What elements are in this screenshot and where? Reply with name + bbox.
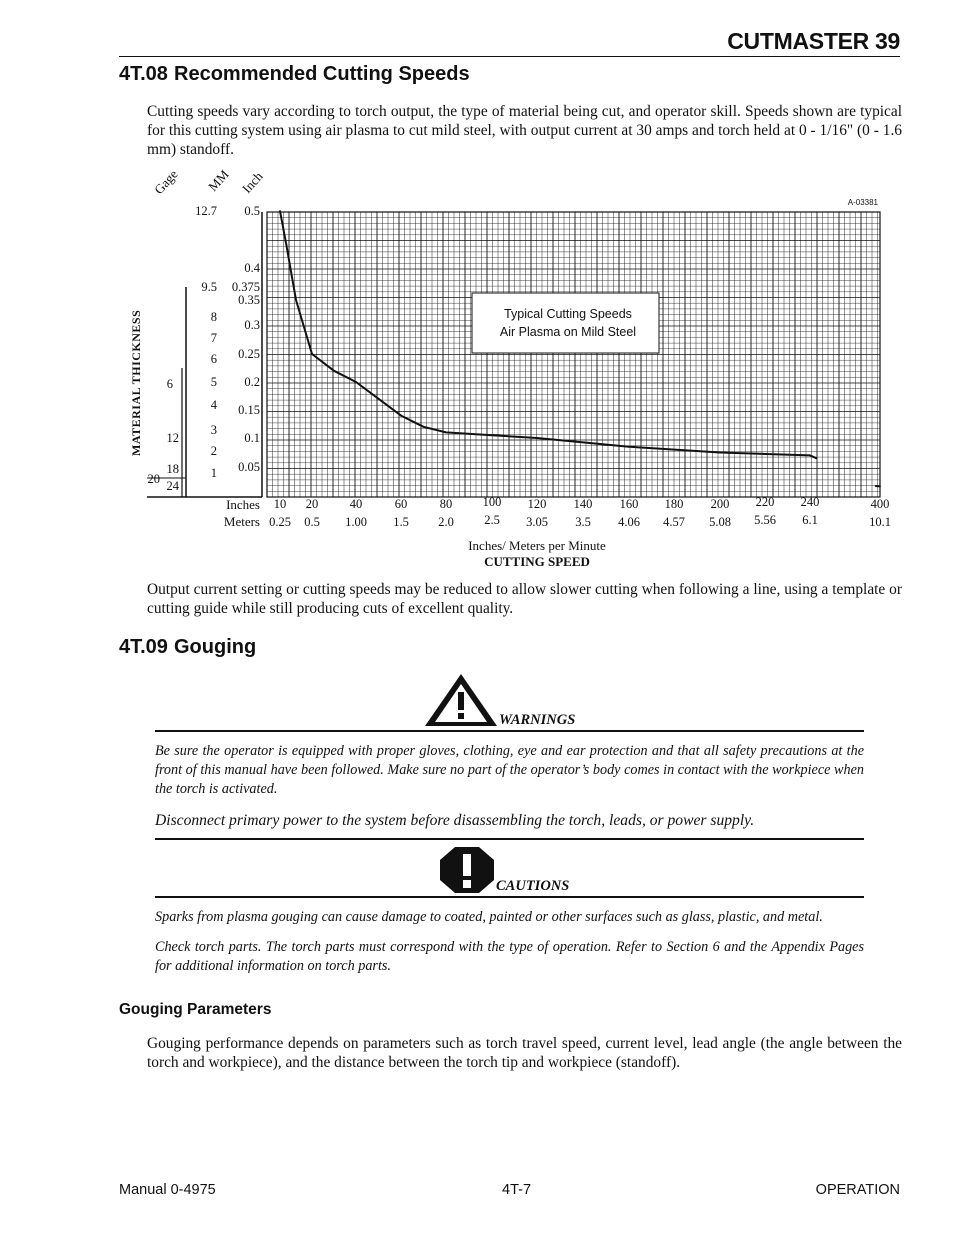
mm-column-header: MM <box>205 166 232 195</box>
mm-tick-label: 4 <box>210 398 217 412</box>
gage-tick-label: 24 <box>166 479 179 493</box>
data-point <box>879 486 881 488</box>
gage-column-header: Gage <box>151 166 181 198</box>
x-tick-label-mpm: 0.5 <box>304 515 320 529</box>
data-point <box>295 299 297 301</box>
warnings-text-1: Be sure the operator is equipped with proper gloves, clothing, eye and ear protection and that all safety precautions at the front of this manual have been followed. Make sure no part of the operator’s body comes in contact with the workpiece when the torch is activated. <box>155 743 864 797</box>
x-tick-label-mpm: 1.5 <box>393 515 409 529</box>
data-point <box>719 452 721 454</box>
figure-id: A-03381 <box>847 198 878 207</box>
chart-legend-box <box>472 293 659 353</box>
mm-tick-label: 9.5 <box>201 280 217 294</box>
x-tick-label-mpm: 3.5 <box>575 515 591 529</box>
section-number: 4T.08 <box>119 63 168 85</box>
x-tick-label-ipm: 180 <box>664 497 684 511</box>
gage-tick-label: 6 <box>166 377 173 391</box>
x-tick-label-mpm: 4.06 <box>618 515 640 529</box>
mm-tick-label: 5 <box>210 375 217 389</box>
x-tick-label-ipm: 240 <box>800 495 820 509</box>
x-tick-label-ipm: 160 <box>619 497 639 511</box>
warnings-text-2: Disconnect primary power to the system before disassembling the torch, leads, or power supply. <box>155 812 755 829</box>
x-tick-label-mpm: 3.05 <box>526 515 548 529</box>
data-point <box>279 210 281 212</box>
gage-tick-label: 20 <box>147 472 160 486</box>
x-tick-label-mpm: 2.5 <box>484 513 500 527</box>
inch-tick-label: 0.3 <box>244 318 260 332</box>
caution-octagon-icon <box>439 846 495 894</box>
x-tick-label-mpm: 6.1 <box>802 513 818 527</box>
cautions-top-rule <box>155 896 864 898</box>
x-tick-label-ipm: 80 <box>439 497 453 511</box>
data-point <box>400 415 402 417</box>
x-tick-label-ipm: 220 <box>755 495 775 509</box>
inch-column-header: Inch <box>239 168 266 197</box>
data-point <box>378 398 380 400</box>
section-title: Gouging <box>174 636 257 658</box>
inch-tick-label: 0.05 <box>238 460 260 474</box>
warning-triangle-icon <box>423 672 499 728</box>
inch-tick-label: 0.1 <box>244 431 260 445</box>
x-tick-label-mpm: 0.25 <box>269 515 291 529</box>
data-point <box>355 381 357 383</box>
mm-tick-label: 12.7 <box>195 204 217 218</box>
gouging-parameters-paragraph: Gouging performance depends on parameters such as torch travel speed, current level, lead angle (the angle between the torch and workpiece), and the distance between the torch tip and workpiece (standoff). <box>147 1035 902 1071</box>
inch-tick-label: 0.4 <box>244 261 260 275</box>
inch-tick-label: 0.35 <box>238 293 260 307</box>
data-point <box>423 426 425 428</box>
x-tick-label-ipm: 100 <box>482 495 502 509</box>
warnings-header <box>155 672 864 730</box>
x-tick-label-ipm: 10 <box>273 497 287 511</box>
warnings-top-rule <box>155 730 864 732</box>
x-tick-label-mpm: 5.56 <box>754 513 776 527</box>
gage-tick-label: 12 <box>166 431 179 445</box>
inch-tick-label: 0.5 <box>244 204 260 218</box>
x-tick-label-mpm: 2.0 <box>438 515 454 529</box>
data-point <box>333 370 335 372</box>
inch-tick-label: 0.15 <box>238 403 260 417</box>
warnings-block <box>155 672 864 976</box>
data-point <box>816 457 818 459</box>
x-tick-label-ipm: 120 <box>527 497 547 511</box>
data-point <box>875 485 877 487</box>
mm-tick-label: 3 <box>210 423 217 437</box>
x-tick-label-mpm: 5.08 <box>709 515 731 529</box>
intro-paragraph: Cutting speeds vary according to torch output, the type of material being cut, and operator skill. Speeds shown are typical for this cutting system using air plasma to cut mild steel, with output current at 30 amps and torch held at 0 - 1/16" (0 - 1.6 mm) standoff. <box>147 103 902 158</box>
mm-tick-label: 2 <box>210 444 217 458</box>
x-axis-label: CUTTING SPEED <box>484 554 590 569</box>
x-tick-label-ipm: 20 <box>305 497 319 511</box>
x-axis-units-label: Inches/ Meters per Minute <box>468 538 606 553</box>
x-tick-label-ipm: 200 <box>710 497 730 511</box>
warnings-label: WARNINGS <box>499 712 576 728</box>
inch-tick-label: 0.2 <box>244 375 260 389</box>
document-header-title: CUTMASTER 39 <box>727 28 900 54</box>
mm-tick-label: 1 <box>210 466 217 480</box>
inch-tick-label: 0.25 <box>238 347 260 361</box>
x-tick-label-ipm: 60 <box>394 497 408 511</box>
x-tick-label-mpm: 1.00 <box>345 515 367 529</box>
mm-tick-label: 6 <box>210 352 217 366</box>
data-point <box>628 446 630 448</box>
footer-section-name: OPERATION <box>815 1182 900 1198</box>
data-point <box>491 434 493 436</box>
x-tick-label-ipm: 40 <box>349 497 363 511</box>
cutting-speed-chart <box>0 0 954 580</box>
cautions-label: CAUTIONS <box>496 878 570 894</box>
data-point <box>536 437 538 439</box>
x-tick-label-ipm: 400 <box>870 497 890 511</box>
footer-manual-number: Manual 0-4975 <box>119 1182 216 1198</box>
mm-tick-label: 7 <box>210 331 217 345</box>
x-tick-label-ipm: 140 <box>573 497 593 511</box>
data-point <box>286 244 288 246</box>
after-chart-paragraph: Output current setting or cutting speeds may be reduced to allow slower cutting when following a line, using a template or cutting guide while still producing cuts of excellent quality. <box>147 581 902 617</box>
y-axis-label: MATERIAL THICKNESS <box>129 309 143 456</box>
x-row-label-inches: Inches <box>226 497 260 512</box>
data-point <box>445 432 447 434</box>
data-point <box>809 455 811 457</box>
legend-line-2: Air Plasma on Mild Steel <box>499 325 637 339</box>
mm-tick-label: 8 <box>210 310 217 324</box>
gouging-parameters-heading: Gouging Parameters <box>119 1001 272 1018</box>
x-row-label-meters: Meters <box>223 514 260 529</box>
x-tick-label-mpm: 4.57 <box>663 515 685 529</box>
legend-line-1: Typical Cutting Speeds <box>504 307 632 321</box>
footer-page-number: 4T-7 <box>502 1182 532 1198</box>
section-number: 4T.09 <box>119 636 168 658</box>
cautions-text-1: Sparks from plasma gouging can cause damage to coated, painted or other surfaces such as glass, plastic, and metal. <box>155 909 823 925</box>
section-title: Recommended Cutting Speeds <box>174 63 470 85</box>
section-heading-gouging <box>119 636 256 659</box>
data-point <box>311 353 313 355</box>
cautions-header <box>155 840 864 896</box>
x-tick-label-mpm: 10.1 <box>869 515 891 529</box>
cutting-speed-chart-svg <box>0 0 954 580</box>
inch-tick-label: 0.375 <box>231 280 260 294</box>
cautions-text-2: Check torch parts. The torch parts must correspond with the type of operation. Refer to Section 6 and the Appendix Pages for additional information on torch parts. <box>155 939 864 974</box>
gage-tick-label: 18 <box>166 462 179 476</box>
